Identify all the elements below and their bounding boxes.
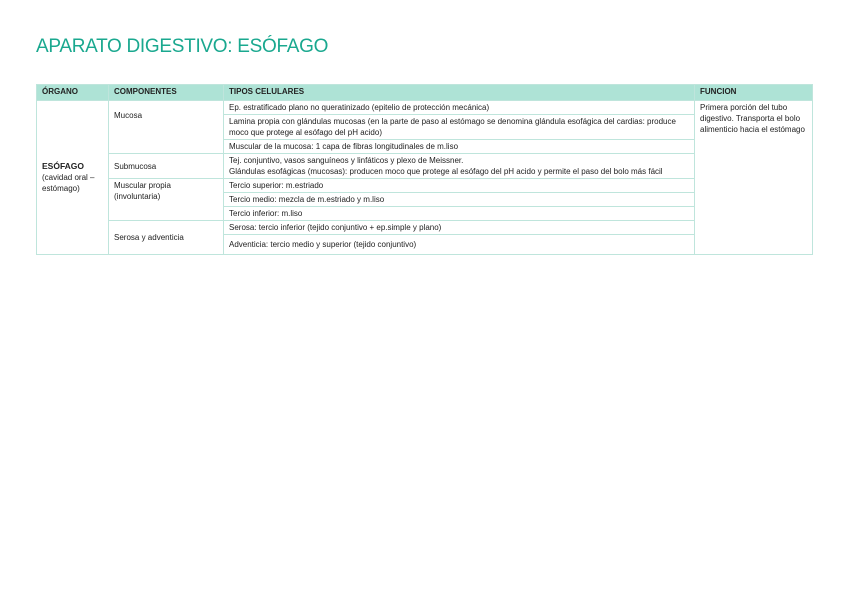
component-mucosa: Mucosa: [109, 101, 224, 154]
cell-mucosa-1: Ep. estratificado plano no queratinizado (epitelio de protección mecánica): [224, 101, 695, 115]
function-cell: Primera porción del tubo digestivo. Transporta el bolo alimenticio hacia el estómago: [695, 101, 813, 255]
cell-muscular-2: Tercio medio: mezcla de m.estriado y m.liso: [224, 193, 695, 207]
cell-muscular-1: Tercio superior: m.estriado: [224, 179, 695, 193]
cell-mucosa-3: Muscular de la mucosa: 1 capa de fibras longitudinales de m.liso: [224, 140, 695, 154]
header-organo: ÓRGANO: [37, 85, 109, 101]
cell-muscular-3: Tercio inferior: m.liso: [224, 207, 695, 221]
table-header-row: [37, 85, 813, 101]
organ-cell: [37, 101, 109, 255]
component-serosa: Serosa y adventicia: [109, 221, 224, 255]
page-title: APARATO DIGESTIVO: ESÓFAGO: [36, 36, 329, 57]
esophagus-table: [36, 84, 813, 255]
cell-mucosa-2: Lamina propia con glándulas mucosas (en la parte de paso al estómago se denomina glándula esofágica del cardias: produce moco que protege al esófago del pH acido): [224, 115, 695, 140]
header-funcion: FUNCION: [695, 85, 813, 101]
cell-submucosa-2: Glándulas esofágicas (mucosas): producen moco que protege al esófago del pH acido y permite el paso del bolo más fácil: [229, 167, 663, 176]
cell-submucosa: [224, 154, 695, 179]
cell-submucosa-1: Tej. conjuntivo, vasos sanguíneos y linfáticos y plexo de Meissner.: [229, 156, 464, 165]
component-muscular: Muscular propia (involuntaria): [109, 179, 224, 221]
cell-serosa-2: Adventicia: tercio medio y superior (tejido conjuntivo): [224, 235, 695, 255]
component-submucosa: Submucosa: [109, 154, 224, 179]
header-tipos-celulares: TIPOS CELULARES: [224, 85, 695, 101]
organ-detail: (cavidad oral – estómago): [42, 173, 95, 193]
organ-name: ESÓFAGO: [42, 161, 85, 171]
cell-serosa-1: Serosa: tercio inferior (tejido conjuntivo + ep.simple y plano): [224, 221, 695, 235]
header-componentes: COMPONENTES: [109, 85, 224, 101]
table-row: [37, 101, 813, 115]
